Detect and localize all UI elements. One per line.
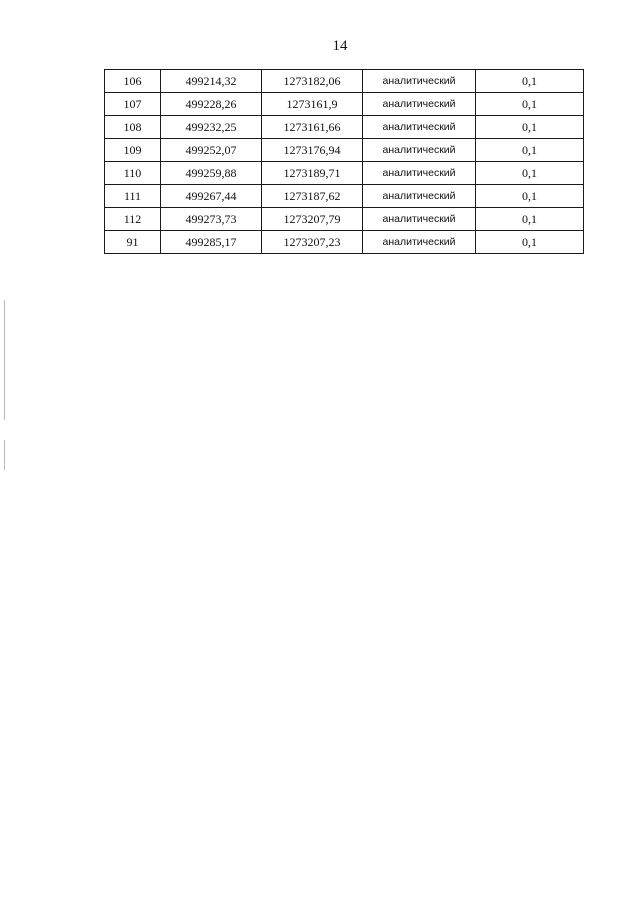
scan-edge-mark — [4, 440, 5, 470]
accuracy-cell: 0,1 — [476, 231, 584, 254]
y-coordinate-cell: 1273189,71 — [262, 162, 363, 185]
point-cell: 110 — [105, 162, 161, 185]
scan-edge-mark — [4, 300, 5, 420]
point-cell: 112 — [105, 208, 161, 231]
method-cell: аналитический — [363, 116, 476, 139]
point-cell: 107 — [105, 93, 161, 116]
y-coordinate-cell: 1273187,62 — [262, 185, 363, 208]
page-number: 14 — [332, 38, 348, 54]
x-coordinate-cell: 499232,25 — [161, 116, 262, 139]
method-cell: аналитический — [363, 70, 476, 93]
x-coordinate-cell: 499273,73 — [161, 208, 262, 231]
method-cell: аналитический — [363, 185, 476, 208]
point-cell: 91 — [105, 231, 161, 254]
accuracy-cell: 0,1 — [476, 93, 584, 116]
y-coordinate-cell: 1273161,66 — [262, 116, 363, 139]
table-row — [105, 185, 584, 208]
method-cell: аналитический — [363, 139, 476, 162]
method-cell: аналитический — [363, 208, 476, 231]
accuracy-cell: 0,1 — [476, 70, 584, 93]
table-row — [105, 93, 584, 116]
accuracy-cell: 0,1 — [476, 162, 584, 185]
point-cell: 106 — [105, 70, 161, 93]
point-cell: 109 — [105, 139, 161, 162]
x-coordinate-cell: 499252,07 — [161, 139, 262, 162]
table-row — [105, 139, 584, 162]
point-cell: 108 — [105, 116, 161, 139]
method-cell: аналитический — [363, 162, 476, 185]
coordinates-table — [104, 69, 584, 254]
table-row — [105, 70, 584, 93]
point-cell: 111 — [105, 185, 161, 208]
accuracy-cell: 0,1 — [476, 185, 584, 208]
accuracy-cell: 0,1 — [476, 208, 584, 231]
table-row — [105, 162, 584, 185]
y-coordinate-cell: 1273207,23 — [262, 231, 363, 254]
x-coordinate-cell: 499259,88 — [161, 162, 262, 185]
table-row — [105, 231, 584, 254]
accuracy-cell: 0,1 — [476, 116, 584, 139]
accuracy-cell: 0,1 — [476, 139, 584, 162]
y-coordinate-cell: 1273207,79 — [262, 208, 363, 231]
x-coordinate-cell: 499228,26 — [161, 93, 262, 116]
table-row — [105, 208, 584, 231]
table-row — [105, 116, 584, 139]
method-cell: аналитический — [363, 93, 476, 116]
x-coordinate-cell: 499214,32 — [161, 70, 262, 93]
y-coordinate-cell: 1273161,9 — [262, 93, 363, 116]
y-coordinate-cell: 1273182,06 — [262, 70, 363, 93]
x-coordinate-cell: 499285,17 — [161, 231, 262, 254]
y-coordinate-cell: 1273176,94 — [262, 139, 363, 162]
method-cell: аналитический — [363, 231, 476, 254]
x-coordinate-cell: 499267,44 — [161, 185, 262, 208]
